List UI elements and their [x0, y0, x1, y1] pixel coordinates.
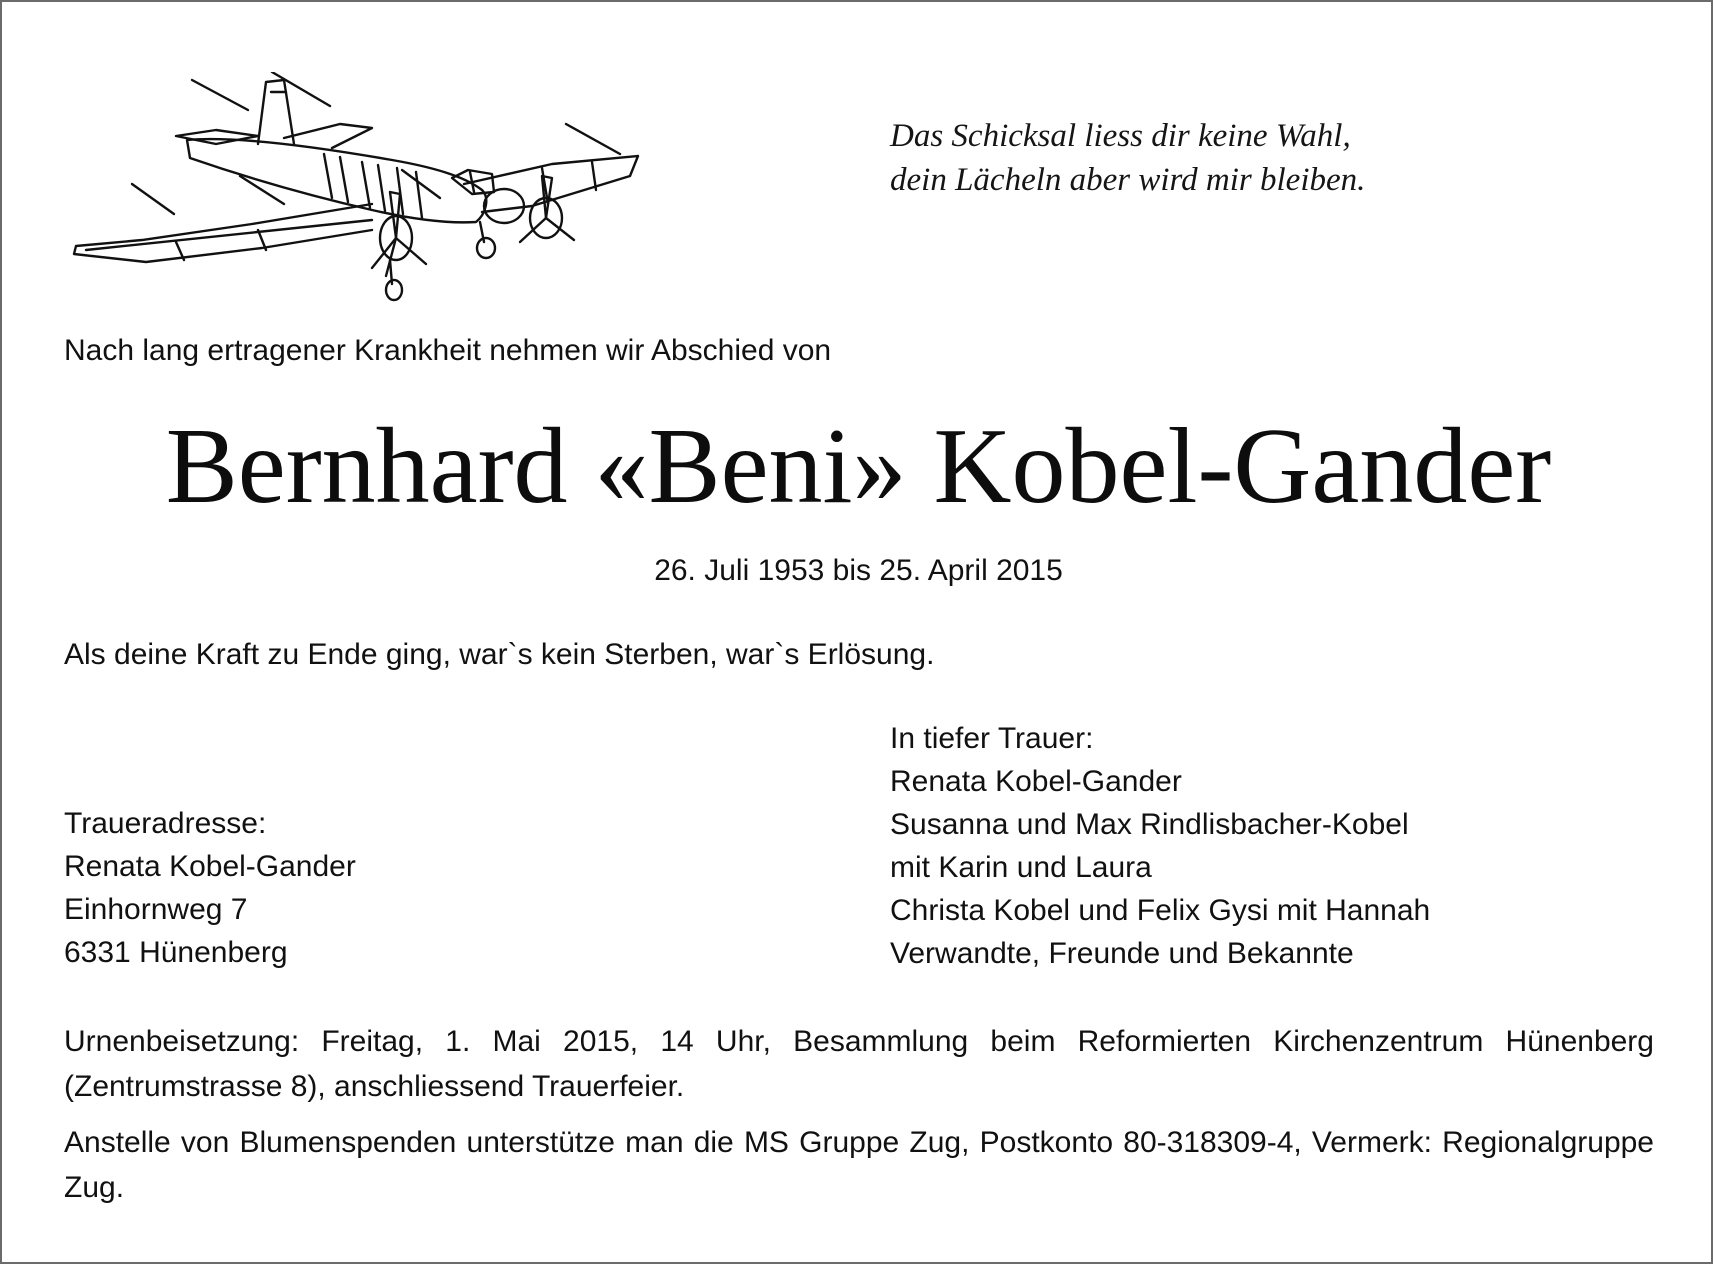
mourning-address: [64, 802, 356, 974]
quote-text: Als deine Kraft zu Ende ging, war`s kein Sterben, war`s Erlösung.: [64, 638, 935, 671]
life-dates: 26. Juli 1953 bis 25. April 2015: [654, 554, 1063, 587]
address-label: Traueradresse:: [64, 807, 267, 840]
address-name: Renata Kobel-Gander: [64, 850, 356, 883]
mourners-list: [890, 717, 1430, 975]
mourner-line: mit Karin und Laura: [890, 851, 1152, 884]
mourner-line: Renata Kobel-Gander: [890, 765, 1182, 798]
mourner-line: Susanna und Max Rindlisbacher-Kobel: [890, 808, 1409, 841]
intro-text: Nach lang ertragener Krankheit nehmen wir Abschied von: [64, 334, 832, 367]
deceased-name: Bernhard «Beni» Kobel-Gander: [165, 407, 1552, 526]
donation-info: Anstelle von Blumenspenden unterstütze man die MS Gruppe Zug, Postkonto 80-318309-4, Vermerk: Regionalgruppe Zug.: [64, 1126, 1654, 1204]
address-street: Einhornweg 7: [64, 893, 248, 926]
mourners-label: In tiefer Trauer:: [890, 722, 1094, 755]
motto-line-2: dein Lächeln aber wird mir bleiben.: [890, 162, 1366, 198]
airplane-illustration: [72, 72, 712, 312]
motto-verse: [890, 114, 1670, 202]
address-city: 6331 Hünenberg: [64, 936, 288, 969]
mourner-line: Verwandte, Freunde und Bekannte: [890, 937, 1354, 970]
mourner-line: Christa Kobel und Felix Gysi mit Hannah: [890, 894, 1431, 927]
motto-line-1: Das Schicksal liess dir keine Wahl,: [890, 118, 1351, 154]
burial-info: Urnenbeisetzung: Freitag, 1. Mai 2015, 14 Uhr, Besammlung beim Reformierten Kirchenzentrum Hünenberg (Zentrumstrasse 8), anschliessend Trauerfeier.: [64, 1025, 1654, 1103]
